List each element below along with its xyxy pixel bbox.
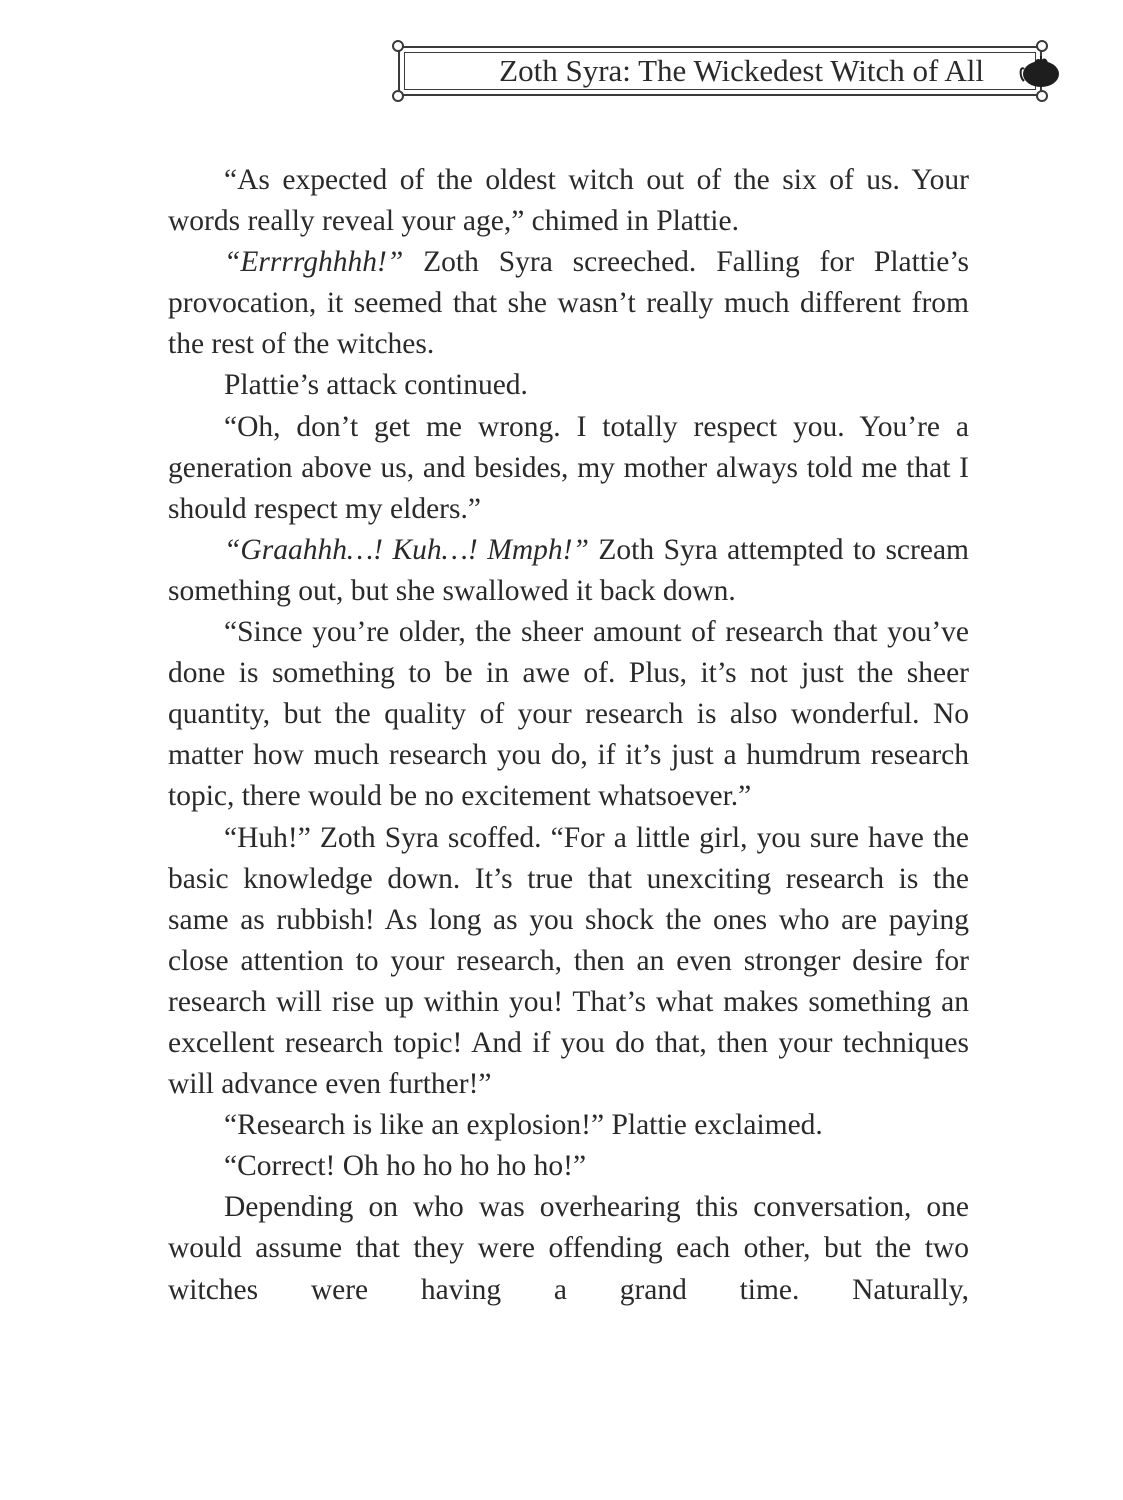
- tomato-icon: [1016, 55, 1062, 89]
- paragraph: Plattie’s attack continued.: [224, 369, 528, 402]
- frame-corner-ornament: [392, 90, 404, 102]
- paragraph: “Research is like an explosion!” Plattie exclaimed.: [224, 1109, 823, 1142]
- paragraph: “As expected of the oldest witch out of the six of us. Your words really reveal your age,” chimed in Plattie.: [168, 164, 969, 238]
- paragraph: “Huh!” Zoth Syra scoffed. “For a little girl, you sure have the basic knowledge down. It’s true that unexciting research is the same as rubbish! As long as you shock the ones who are paying close attention to your research, then an even stronger desire for research will rise up within you! That’s what makes something an excellent research topic! And if you do that, then your techniques will advance even further!”: [168, 821, 969, 1101]
- paragraph: “Graahhh…! Kuh…! Mmph!” Zoth Syra attempted to scream something out, but she swallowed it back down.: [168, 533, 969, 607]
- running-header: [390, 42, 1050, 100]
- italic-exclamation: “Errrrghhhh!”: [224, 246, 404, 279]
- frame-corner-ornament: [1036, 40, 1048, 52]
- header-title: Zoth Syra: The Wickedest Witch of All: [499, 53, 984, 88]
- frame-corner-ornament: [1036, 90, 1048, 102]
- paragraph: “Correct! Oh ho ho ho ho ho!”: [224, 1150, 587, 1183]
- paragraph: “Errrrghhhh!” Zoth Syra screeched. Falling for Plattie’s provocation, it seemed that she wasn’t really much different from the rest of the witches.: [168, 246, 969, 361]
- paragraph: Depending on who was overhearing this conversation, one would assume that they were offending each other, but the two witches were having a grand time. Naturally,: [168, 1191, 969, 1306]
- body-text: [168, 160, 969, 1311]
- paragraph: “Since you’re older, the sheer amount of research that you’ve done is something to be in awe of. Plus, it’s not just the sheer quantity, but the quality of your research is also wonderful. No matter how much research you do, if it’s just a humdrum research topic, there would be no excitement whatsoever.”: [168, 616, 969, 813]
- frame-corner-ornament: [392, 40, 404, 52]
- italic-exclamation: “Graahhh…! Kuh…! Mmph!”: [224, 533, 589, 566]
- paragraph: “Oh, don’t get me wrong. I totally respect you. You’re a generation above us, and besides, my mother always told me that I should respect my elders.”: [168, 410, 969, 525]
